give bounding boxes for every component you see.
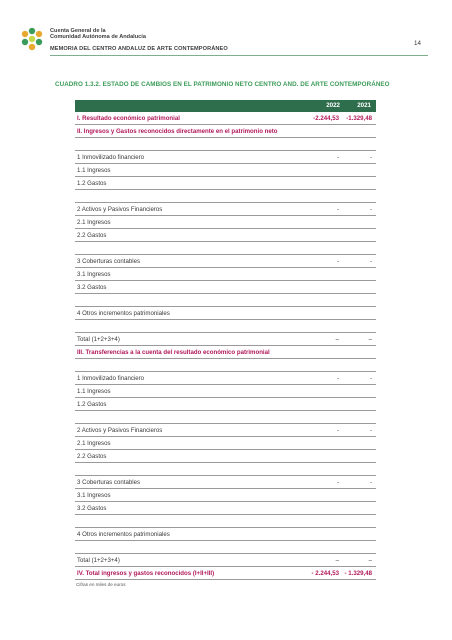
value-2022: - <box>336 206 339 213</box>
table-header <box>75 100 376 112</box>
value-2022: - 2.244,53 <box>311 570 339 577</box>
value-2022: - <box>336 427 339 434</box>
table-spacer-row <box>75 359 376 372</box>
table-row <box>75 112 376 125</box>
row-label: 2.1 Ingresos <box>77 440 111 447</box>
header-line-2: Comunidad Autónoma de Andalucía <box>50 34 146 40</box>
value-2022: -2.244,53 <box>313 115 339 122</box>
row-label: 2 Activos y Pasivos Financieros <box>77 206 163 213</box>
value-2021: - <box>369 258 372 265</box>
equity-changes-table <box>75 100 376 580</box>
value-2021: - <box>369 427 372 434</box>
table-row <box>75 268 376 281</box>
table-row <box>75 125 376 138</box>
table-spacer-row <box>75 411 376 424</box>
row-label: 3 Coberturas contables <box>77 258 141 265</box>
table-row <box>75 151 376 164</box>
table-row <box>75 164 376 177</box>
row-label: 1 Inmovilizado financiero <box>77 154 145 161</box>
table-row <box>75 203 376 216</box>
value-2021: -1.329,48 <box>346 115 372 122</box>
table-row <box>75 476 376 489</box>
row-label: 4 Otros incrementos patrimoniales <box>77 310 170 317</box>
value-2022: - <box>336 154 339 161</box>
table-row <box>75 255 376 268</box>
table-spacer-row <box>75 515 376 528</box>
table-spacer-row <box>75 463 376 476</box>
value-2022: - <box>336 479 339 486</box>
value-2021: - <box>369 375 372 382</box>
junta-andalucia-logo <box>19 25 45 52</box>
table-spacer-row <box>75 138 376 151</box>
row-label: 4 Otros incrementos patrimoniales <box>77 531 170 538</box>
row-label: 1.2 Gastos <box>77 401 107 408</box>
row-label: I. Resultado económico patrimonial <box>77 115 180 122</box>
value-2021: - <box>369 479 372 486</box>
row-label: 2.2 Gastos <box>77 453 107 460</box>
header-document-title: MEMORIA DEL CENTRO ANDALUZ DE ARTE CONTEMPORÁNEO <box>50 46 228 52</box>
table-spacer-row <box>75 242 376 255</box>
row-label: 1.2 Gastos <box>77 180 107 187</box>
column-header-2021: 2021 <box>357 102 371 109</box>
row-label: III. Transferencias a la cuenta del resultado económico patrimonial <box>77 349 270 356</box>
table-row <box>75 216 376 229</box>
row-label: 2.2 Gastos <box>77 232 107 239</box>
table-spacer-row <box>75 190 376 203</box>
table-row <box>75 489 376 502</box>
value-2021: - 1.329,48 <box>344 570 372 577</box>
table-title: CUADRO 1.3.2. ESTADO DE CAMBIOS EN EL PATRIMONIO NETO CENTRO AND. DE ARTE CONTEMPORÁNEO <box>55 81 390 88</box>
table-row <box>75 333 376 346</box>
row-label: 1.1 Ingresos <box>77 167 111 174</box>
row-label: 1.1 Ingresos <box>77 388 111 395</box>
row-label: 3.1 Ingresos <box>77 271 111 278</box>
header-divider <box>50 55 428 56</box>
table-spacer-row <box>75 320 376 333</box>
table-row <box>75 229 376 242</box>
row-label: 3 Coberturas contables <box>77 479 141 486</box>
table-row <box>75 385 376 398</box>
value-2021: - <box>369 154 372 161</box>
table-row <box>75 450 376 463</box>
value-2021: – <box>368 336 372 343</box>
table-row <box>75 567 376 580</box>
value-2022: – <box>335 336 339 343</box>
row-label: 2 Activos y Pasivos Financieros <box>77 427 163 434</box>
table-row <box>75 502 376 515</box>
table-row <box>75 307 376 320</box>
value-2022: – <box>335 557 339 564</box>
table-row <box>75 437 376 450</box>
table-row <box>75 372 376 385</box>
table-row <box>75 424 376 437</box>
table-row <box>75 398 376 411</box>
table-row <box>75 346 376 359</box>
table-note: Cifras en miles de euros <box>76 582 126 587</box>
column-header-2022: 2022 <box>326 102 340 109</box>
row-label: 3.2 Gastos <box>77 505 107 512</box>
value-2021: – <box>368 557 372 564</box>
row-label: Total (1+2+3+4) <box>77 336 120 343</box>
table-body <box>75 112 376 580</box>
table-spacer-row <box>75 541 376 554</box>
page-number: 14 <box>414 40 421 47</box>
value-2021: - <box>369 206 372 213</box>
table-row <box>75 281 376 294</box>
value-2022: - <box>336 375 339 382</box>
table-row <box>75 177 376 190</box>
value-2022: - <box>336 258 339 265</box>
row-label: II. Ingresos y Gastos reconocidos directamente en el patrimonio neto <box>77 128 278 135</box>
table-spacer-row <box>75 294 376 307</box>
row-label: 3.2 Gastos <box>77 284 107 291</box>
row-label: 1 Inmovilizado financiero <box>77 375 145 382</box>
row-label: Total (1+2+3+4) <box>77 557 120 564</box>
row-label: IV. Total ingresos y gastos reconocidos (I+II+III) <box>77 570 215 577</box>
row-label: 2.1 Ingresos <box>77 219 111 226</box>
header-line-1: Cuenta General de la <box>50 28 106 34</box>
table-row <box>75 554 376 567</box>
table-row <box>75 528 376 541</box>
row-label: 3.1 Ingresos <box>77 492 111 499</box>
